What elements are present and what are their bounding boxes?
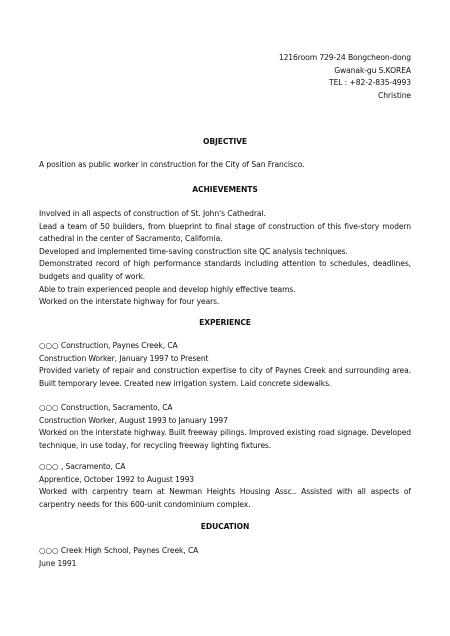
description-line: technique, in use today, for recycling freeway lighting fixtures. — [39, 440, 272, 450]
graduation-date: June 1991 — [39, 558, 77, 568]
achievement-line: Able to train experienced people and develop highly effective teams. — [39, 284, 296, 294]
achievement-line: Worked on the interstate highway for four years. — [39, 297, 220, 307]
company-line: ○○○ Construction, Sacramento, CA — [39, 403, 173, 412]
experience-entry — [39, 340, 411, 390]
achievements-section — [39, 208, 411, 309]
description-line: Built temporary levee. Created new irrigation system. Laid concrete sidewalks. — [39, 378, 332, 388]
education-heading: EDUCATION — [200, 522, 250, 531]
company-line: ○○○ , Sacramento, CA — [39, 462, 126, 471]
contact-block — [279, 52, 411, 102]
address-line: 1216room 729-24 Bongcheon-dong — [278, 53, 411, 62]
company-line: ○○○ Construction, Paynes Creek, CA — [39, 341, 178, 350]
name-line: Christine — [378, 90, 411, 100]
description-line: Worked on the interstate highway. Built freeway pilings. Improved existing road signage. Developed — [39, 428, 411, 438]
achievement-line: cathedral in the center of Sacramento, California. — [39, 234, 223, 244]
objective-section — [39, 159, 411, 172]
achievement-line: Involved in all aspects of construction of St. John's Cathedral. — [39, 209, 266, 218]
experience-entry — [39, 402, 411, 452]
description-line: carpentry needs for this 600-unit condominium complex. — [39, 499, 251, 509]
phone-line: TEL : +82-2-835-4993 — [329, 78, 411, 88]
description-line: Provided variety of repair and construction expertise to city of Paynes Creek and surrounding area. — [39, 366, 411, 376]
position-line: Construction Worker, January 1997 to Present — [39, 353, 209, 363]
address-line: Gwanak-gu S.KOREA — [334, 65, 411, 75]
objective-heading: OBJECTIVE — [203, 137, 247, 146]
achievement-line: budgets and quality of work. — [39, 271, 146, 281]
achievement-line: Demonstrated record of high performance standards including attention to schedules, deadlines, — [39, 259, 411, 269]
achievement-line: Developed and implemented time-saving construction site QC analysis techniques. — [39, 246, 348, 256]
experience-entry — [39, 461, 411, 511]
achievement-line: Lead a team of 50 builders, from blueprint to final stage of construction of this five-story modern — [39, 221, 411, 231]
position-line: Apprentice, October 1992 to August 1993 — [39, 474, 195, 484]
experience-heading: EXPERIENCE — [199, 318, 251, 327]
position-line: Construction Worker, August 1993 to January 1997 — [39, 415, 228, 425]
achievements-heading: ACHIEVEMENTS — [192, 185, 258, 194]
education-section — [39, 545, 411, 570]
objective-text: A position as public worker in construction for the City of San Francisco. — [39, 160, 305, 169]
school-line: ○○○ Creek High School, Paynes Creek, CA — [39, 546, 199, 555]
description-line: Worked with carpentry team at Newman Heights Housing Assc.. Assisted with all aspects of — [39, 487, 411, 497]
